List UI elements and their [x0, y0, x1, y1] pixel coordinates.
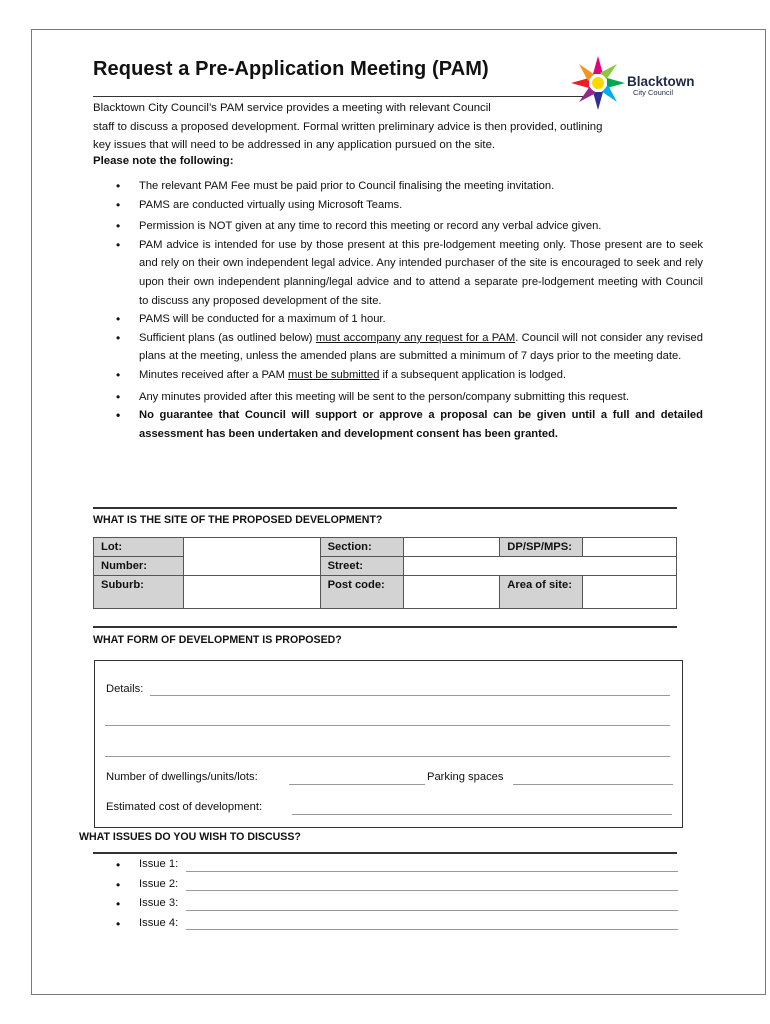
condition-item: • Any minutes provided after this meeting will be sent to the person/company submitting this request. — [93, 388, 703, 407]
issues-section-heading: WHAT ISSUES DO YOU WISH TO DISCUSS? — [79, 831, 301, 843]
details-line-2[interactable] — [105, 725, 670, 726]
conditions-list — [93, 177, 703, 443]
condition-underlined: must be submitted — [288, 368, 380, 381]
condition-text: Sufficient plans (as outlined below) — [139, 331, 316, 344]
page-title: Request a Pre-Application Meeting (PAM) — [93, 58, 489, 80]
postcode-label: Post code: — [320, 576, 403, 609]
number-label: Number: — [94, 557, 184, 576]
title-divider — [93, 96, 583, 97]
condition-item: • Permission is NOT given at any time to record this meeting or record any verbal advice given. — [93, 217, 703, 236]
issue-item — [93, 858, 178, 878]
issue-3-field[interactable] — [186, 910, 678, 911]
issue-item — [93, 917, 178, 937]
area-label: Area of site: — [500, 576, 583, 609]
condition-item — [93, 366, 703, 385]
condition-item: • PAMS will be conducted for a maximum of 1 hour. — [93, 310, 703, 329]
suburb-field[interactable] — [183, 576, 320, 609]
intro-paragraph — [93, 99, 683, 155]
condition-text: . Council will not consider any revised plans at the meeting, unless the amended plans are submitted a minimum of 7 days prior to the meeting date. — [139, 331, 703, 363]
form-page — [31, 29, 766, 995]
development-section-heading: WHAT FORM OF DEVELOPMENT IS PROPOSED? — [93, 634, 342, 646]
issue-label: Issue 3: — [139, 897, 179, 909]
section-divider — [93, 626, 677, 628]
intro-line: staff to discuss a proposed development. Formal written preliminary advice is then provided, outlining — [93, 120, 603, 133]
dp-label: DP/SP/MPS: — [500, 538, 583, 557]
lot-field[interactable] — [183, 538, 320, 576]
issue-4-field[interactable] — [186, 929, 678, 930]
section-label: Section: — [320, 538, 403, 557]
suburb-label: Suburb: — [94, 576, 184, 609]
site-section-heading: WHAT IS THE SITE OF THE PROPOSED DEVELOPMENT? — [93, 514, 383, 526]
details-line-3[interactable] — [105, 756, 670, 757]
condition-item-bold: • No guarantee that Council will support or approve a proposal can be given until a full and detailed assessment has been undertaken and development consent has been granted. — [93, 406, 703, 443]
condition-text: if a subsequent application is lodged. — [379, 368, 567, 381]
issue-label: Issue 1: — [139, 858, 179, 870]
postcode-field[interactable] — [403, 576, 500, 609]
issue-1-field[interactable] — [186, 871, 678, 872]
parking-field[interactable] — [513, 784, 673, 785]
condition-item — [93, 329, 703, 366]
dwellings-label: Number of dwellings/units/lots: — [106, 771, 258, 783]
condition-item: • PAM advice is intended for use by those present at this pre-lodgement meeting only. Those present are to seek and rely on their own independent legal advice. Any intended purchaser of the site is encouraged to seek and rely upon their own independent planning/legal advice and to attend a separate pre-lodgement meeting with Council to discuss any proposed development of the site. — [93, 236, 703, 310]
intro-line: key issues that will need to be addressed in any application pursued on the site. — [93, 139, 496, 151]
logo-subtitle: City Council — [633, 88, 674, 97]
dwellings-field[interactable] — [289, 784, 425, 785]
issues-list — [93, 858, 178, 936]
cost-label: Estimated cost of development: — [106, 801, 263, 813]
section-divider — [93, 507, 677, 509]
issue-label: Issue 2: — [139, 877, 179, 890]
issue-item — [93, 897, 178, 917]
note-heading: Please note the following: — [93, 155, 234, 167]
dp-field[interactable] — [583, 538, 677, 557]
site-details-table — [93, 537, 677, 609]
logo-name: Blacktown — [627, 74, 695, 89]
issue-2-field[interactable] — [186, 890, 678, 891]
issue-label: Issue 4: — [139, 916, 179, 929]
condition-item: • The relevant PAM Fee must be paid prior to Council finalising the meeting invitation. — [93, 177, 703, 196]
lot-label: Lot: — [94, 538, 184, 557]
cost-field[interactable] — [292, 814, 672, 815]
street-field[interactable] — [403, 557, 676, 576]
condition-item: • PAMS are conducted virtually using Microsoft Teams. — [93, 196, 703, 215]
parking-label: Parking spaces — [427, 771, 504, 783]
street-label: Street: — [320, 557, 403, 576]
section-divider — [93, 852, 677, 854]
area-field[interactable] — [583, 576, 677, 609]
details-label: Details: — [106, 683, 144, 695]
issue-item — [93, 878, 178, 898]
condition-text: Minutes received after a PAM — [139, 368, 289, 381]
condition-underlined: must accompany any request for a PAM — [315, 331, 516, 344]
intro-line: Blacktown City Council’s PAM service provides a meeting with relevant Council — [93, 102, 491, 114]
details-line-1[interactable] — [150, 695, 670, 696]
section-field[interactable] — [403, 538, 500, 557]
